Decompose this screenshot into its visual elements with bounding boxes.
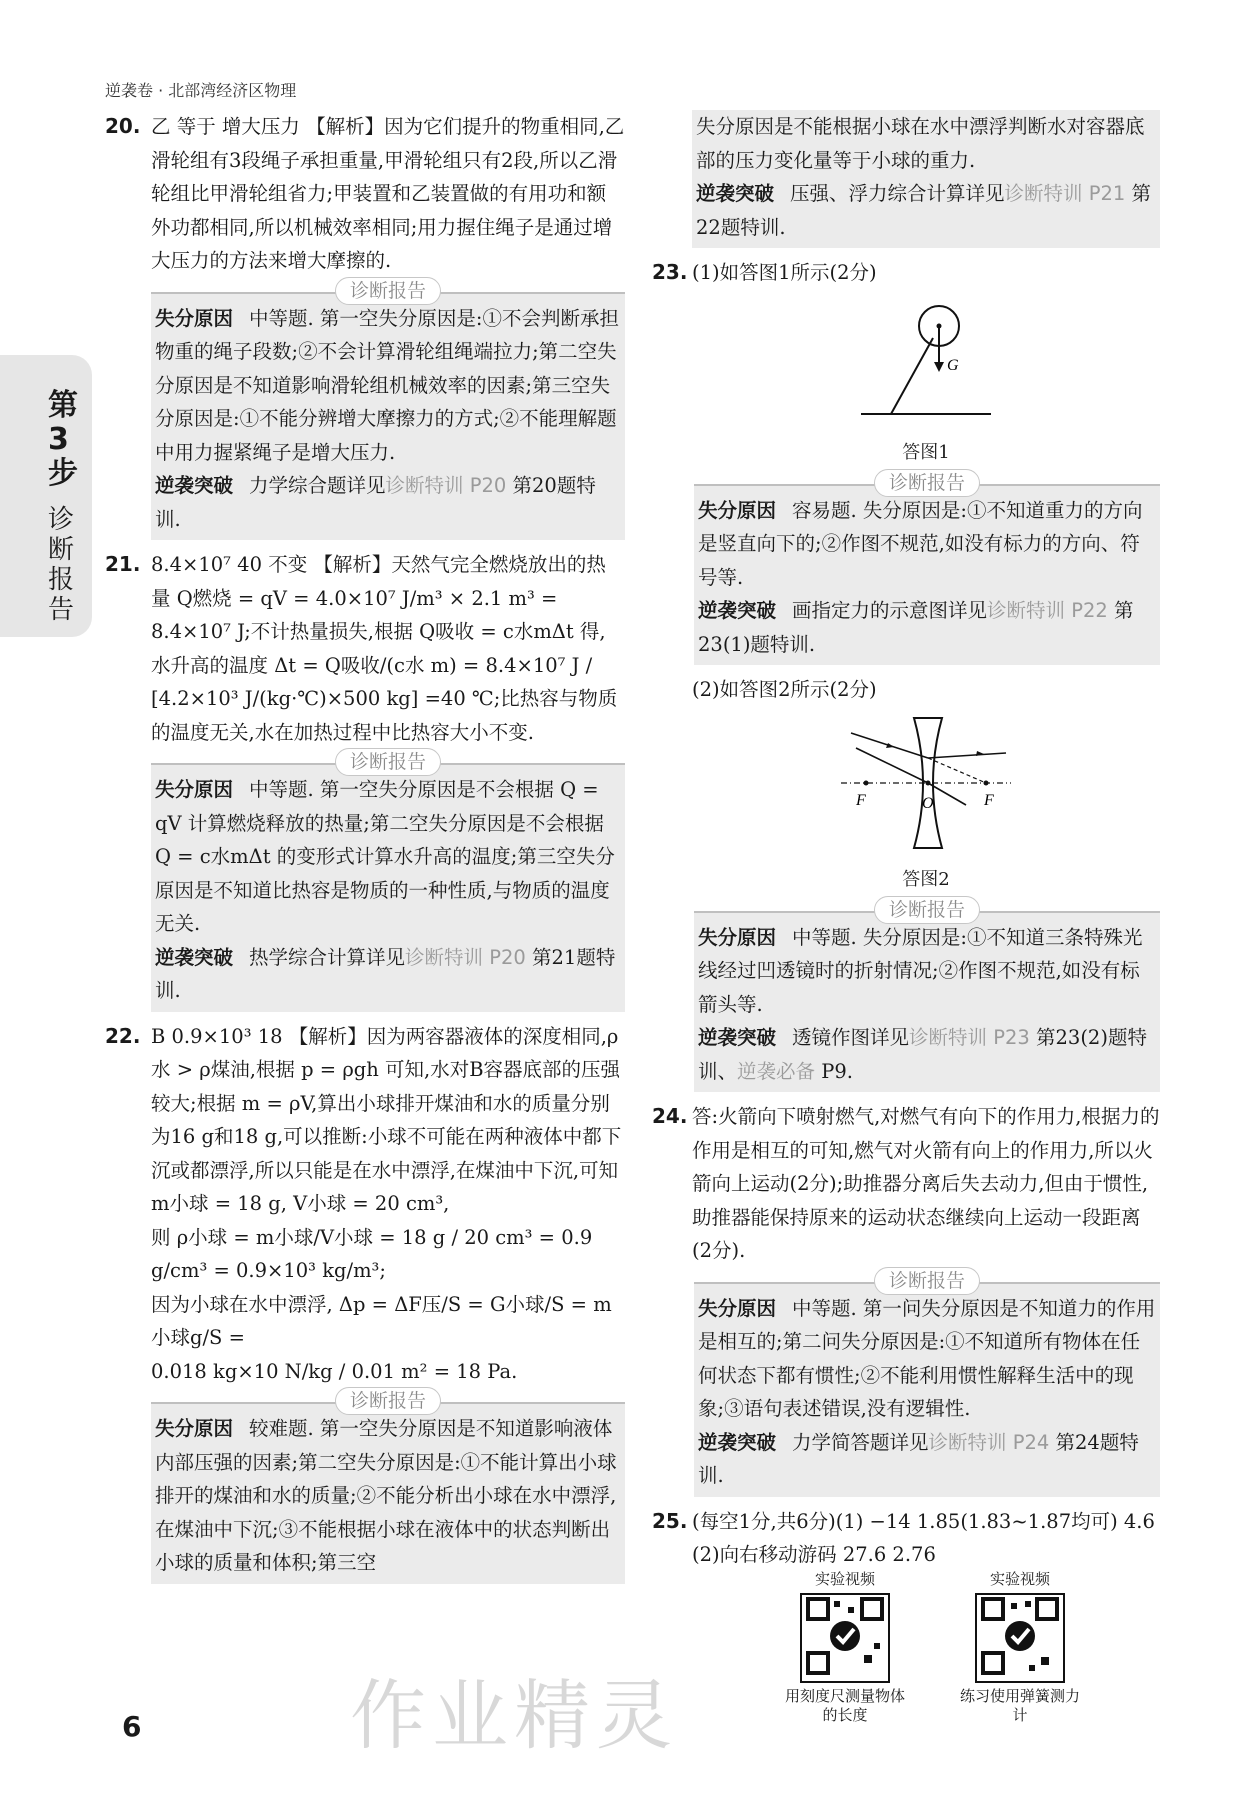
breakthrough-text-end: P9.	[821, 1059, 853, 1083]
focal-right-label: F	[984, 791, 994, 809]
right-column	[652, 110, 1160, 1572]
diagnosis-box	[694, 1269, 1160, 1497]
question-20	[105, 110, 625, 540]
reference-link[interactable]: 诊断特训 P22	[987, 599, 1108, 622]
diagnosis-box	[151, 279, 625, 541]
breakthrough-text-end: 第21题特训.	[155, 945, 616, 1002]
question-22	[105, 1020, 625, 1584]
fail-reason: 容易题. 失分原因是:①不知道重力的方向是竖直向下的;②作图不规范,如没有标力的方向、符号等.	[698, 498, 1143, 589]
qr-title: 实验视频	[814, 1570, 875, 1588]
optical-center-label: O	[922, 794, 934, 812]
gravity-label: G	[947, 356, 959, 374]
breakthrough-label: 逆袭突破	[698, 1026, 777, 1049]
fail-label: 失分原因	[155, 1417, 234, 1440]
question-number: 22.	[105, 1023, 141, 1048]
formula-result: 0.018 kg×10 N/kg / 0.01 m² = 18 Pa.	[151, 1359, 518, 1383]
pulley-diagram	[851, 296, 1001, 426]
question-24	[652, 1100, 1160, 1497]
formula-density: 则 ρ小球 = m小球/V小球 = 18 g / 20 cm³ = 0.9 g/cm³ = 0.9×10³ kg/m³;	[151, 1225, 593, 1282]
diagnosis-title: 诊断报告	[335, 277, 441, 305]
figure-2-caption: 答图2	[902, 869, 950, 890]
answer-text: 8.4×10⁷ 40 不变 【解析】天然气完全燃烧放出的热量 Q燃烧 = qV = 4.0×10⁷ J/m³ × 2.1 m³ = 8.4×10⁷ J;不计热量损失,根据 Q吸收 = c水mΔt 得,水升高的温度 Δt = Q吸收/(c水 m) = 8.4×10⁷ J / [4.2×10³ J/(kg·℃)×500 kg]	[151, 553, 606, 710]
question-number: 20.	[105, 114, 141, 138]
question-number: 21.	[105, 552, 141, 576]
breakthrough-text: 热学综合计算详见	[249, 945, 406, 969]
fail-label: 失分原因	[155, 306, 234, 330]
breakthrough-text: 力学综合题详见	[249, 474, 386, 497]
answer-text: (每空1分,共6分)(1) −14 1.85(1.83~1.87均可) 4.6 (2)向右移动游码 27.6 2.76	[692, 1509, 1155, 1566]
breakthrough-text-mid: 第23(2)题特训、	[698, 1026, 1147, 1083]
focal-left-label: F	[856, 791, 866, 809]
fail-label: 失分原因	[155, 778, 234, 801]
side-tab	[0, 355, 92, 637]
diagnosis-title: 诊断报告	[874, 1267, 980, 1295]
breakthrough-label: 逆袭突破	[155, 945, 234, 969]
breakthrough-text-end: 第22题特训.	[696, 182, 1152, 239]
answer-part2: (2)如答图2所示(2分)	[692, 678, 877, 701]
breakthrough-text: 压强、浮力综合计算详见	[790, 182, 1005, 205]
fail-reason: 中等题. 第一问失分原因是不知道力的作用是相互的;第二问失分原因是:①不知道所有物体在任何状态下都有惯性;②不能利用惯性解释生活中的现象;③语句表述错误,没有逻辑性.	[698, 1296, 1156, 1420]
reference-link[interactable]: 诊断特训 P20	[405, 945, 526, 969]
answer-text: 答:火箭向下喷射燃气,对燃气有向下的作用力,根据力的作用是相互的可知,燃气对火箭有向上的作用力,所以火箭向上运动(2分);助推器分离后失去动力,但由于惯性,助推器能保持原来的运动状态继续向上运动一段距离(2分).	[692, 1105, 1160, 1262]
diagnosis-title: 诊断报告	[874, 469, 980, 497]
reference-link[interactable]: 诊断特训 P23	[909, 1026, 1030, 1049]
answer-text-cont: =40 ℃;比热容与物质的温度无关,水在加热过程中比热容大小不变.	[151, 687, 618, 744]
fail-label: 失分原因	[698, 498, 777, 522]
fail-reason: 中等题. 失分原因是:①不知道三条特殊光线经过凹透镜时的折射情况;②作图不规范,如没有标箭头等.	[698, 925, 1143, 1016]
question-number: 23.	[652, 260, 688, 284]
reference-link[interactable]: 诊断特训 P20	[385, 474, 507, 497]
breakthrough-text: 透镜作图详见	[792, 1026, 910, 1049]
answer-part1: (1)如答图1所示(2分)	[692, 261, 877, 284]
answer-text: 乙 等于 增大压力 【解析】因为它们提升的物重相同,乙滑轮组有3段绳子承担重量,甲滑轮组只有2段,所以乙滑轮组比甲滑轮组省力;甲装置和乙装置做的有用功和额外功都相同,所以机械效率相同;用力握住绳子是通过增大压力的方法来增大摩擦的.	[151, 115, 625, 272]
breakthrough-label: 逆袭突破	[696, 182, 775, 205]
breakthrough-label: 逆袭突破	[698, 599, 777, 622]
fail-reason: 中等题. 第一空失分原因是不会根据 Q = qV 计算燃烧释放的热量;第二空失分原因是不会根据 Q = c水mΔt 的变形式计算水升高的温度;第三空失分原因是不知道比热容是物质的一种性质,与物质的温度无关.	[155, 778, 615, 935]
formula-pressure: 因为小球在水中漂浮, Δp = ΔF压/S = G小球/S = m小球g/S =	[151, 1292, 612, 1349]
reference-link[interactable]: 诊断特训 P24	[928, 1430, 1050, 1454]
question-23	[652, 256, 1160, 1092]
diagnosis-title: 诊断报告	[335, 748, 441, 776]
qr-caption: 用刻度尺测量物体的长度	[784, 1687, 905, 1724]
breakthrough-text: 画指定力的示意图详见	[792, 599, 988, 622]
qr-code-icon[interactable]	[800, 1593, 890, 1683]
question-number: 25.	[652, 1508, 688, 1533]
side-tab-report: 诊断报告	[48, 505, 75, 625]
diagnosis-box	[151, 1390, 625, 1584]
breakthrough-text: 力学简答题详见	[792, 1430, 929, 1454]
figure-1-caption: 答图1	[902, 442, 950, 463]
qr-title: 实验视频	[989, 1570, 1050, 1588]
fail-reason-continued: 失分原因是不能根据小球在水中漂浮判断水对容器底部的压力变化量等于小球的重力.	[696, 115, 1145, 172]
fail-label: 失分原因	[698, 925, 777, 949]
fail-reason: 中等题. 第一空失分原因是:①不会判断承担物重的绳子段数;②不会计算滑轮组绳端拉力;第二空失分原因是不知道影响滑轮组机械效率的因素;第三空失分原因是:①不能分辨增大摩擦力的方式;②不能理解题中用力握紧绳子是增大压力.	[155, 306, 619, 464]
breakthrough-label: 逆袭突破	[698, 1430, 777, 1454]
diagnosis-box	[694, 898, 1160, 1093]
question-25	[652, 1505, 1160, 1572]
diagnosis-box-continued	[692, 110, 1160, 248]
diagnosis-title: 诊断报告	[335, 1387, 441, 1415]
page-header: 逆袭卷 · 北部湾经济区物理	[105, 81, 297, 100]
fail-label: 失分原因	[698, 1296, 777, 1320]
question-number: 24.	[652, 1104, 688, 1128]
breakthrough-text-end: 第20题特训.	[155, 474, 596, 531]
diagnosis-box	[694, 471, 1160, 666]
lens-diagram	[836, 713, 1016, 853]
qr-block-2	[955, 1570, 1085, 1725]
fail-reason: 较难题. 第一空失分原因是不知道影响液体内部压强的因素;第二空失分原因是:①不能计算出小球排开的煤油和水的质量;②不能分析出小球在水中漂浮,在煤油中下沉;③不能根据小球在液体中的状态判断出小球的质量和体积;第三空	[155, 1417, 617, 1574]
figure-2	[692, 713, 1160, 897]
side-tab-step: 第3步	[48, 388, 78, 491]
breakthrough-text-end: 第24题特训.	[698, 1430, 1139, 1487]
left-column	[105, 110, 625, 1592]
diagnosis-box	[151, 751, 625, 1012]
page-number: 6	[122, 1710, 142, 1743]
reference-link[interactable]: 诊断特训 P21	[1004, 182, 1126, 205]
reference-link-2[interactable]: 逆袭必备	[737, 1059, 816, 1083]
breakthrough-text-end: 第23(1)题特训.	[698, 599, 1134, 656]
figure-1	[692, 296, 1160, 470]
answer-text: B 0.9×10³ 18 【解析】因为两容器液体的深度相同,ρ水 > ρ煤油,根据 p = ρgh 可知,水对B容器底部的压强较大;根据 m = ρV,算出小球排开煤油和水的质量分别为16 g和18 g,可以推断:小球不可能在两种液体中都下沉或都漂浮,所以只能是在水中漂浮,在煤油中下沉,可知 m小球 = 18 g, V小球 = 20 cm³,	[151, 1024, 622, 1215]
breakthrough-label: 逆袭突破	[155, 474, 234, 497]
diagnosis-title: 诊断报告	[874, 896, 980, 924]
qr-caption: 练习使用弹簧测力计	[959, 1687, 1080, 1724]
qr-code-icon[interactable]	[975, 1593, 1065, 1683]
question-21	[105, 548, 625, 1012]
watermark: 作业精灵	[350, 1671, 678, 1760]
qr-block-1	[780, 1570, 910, 1725]
